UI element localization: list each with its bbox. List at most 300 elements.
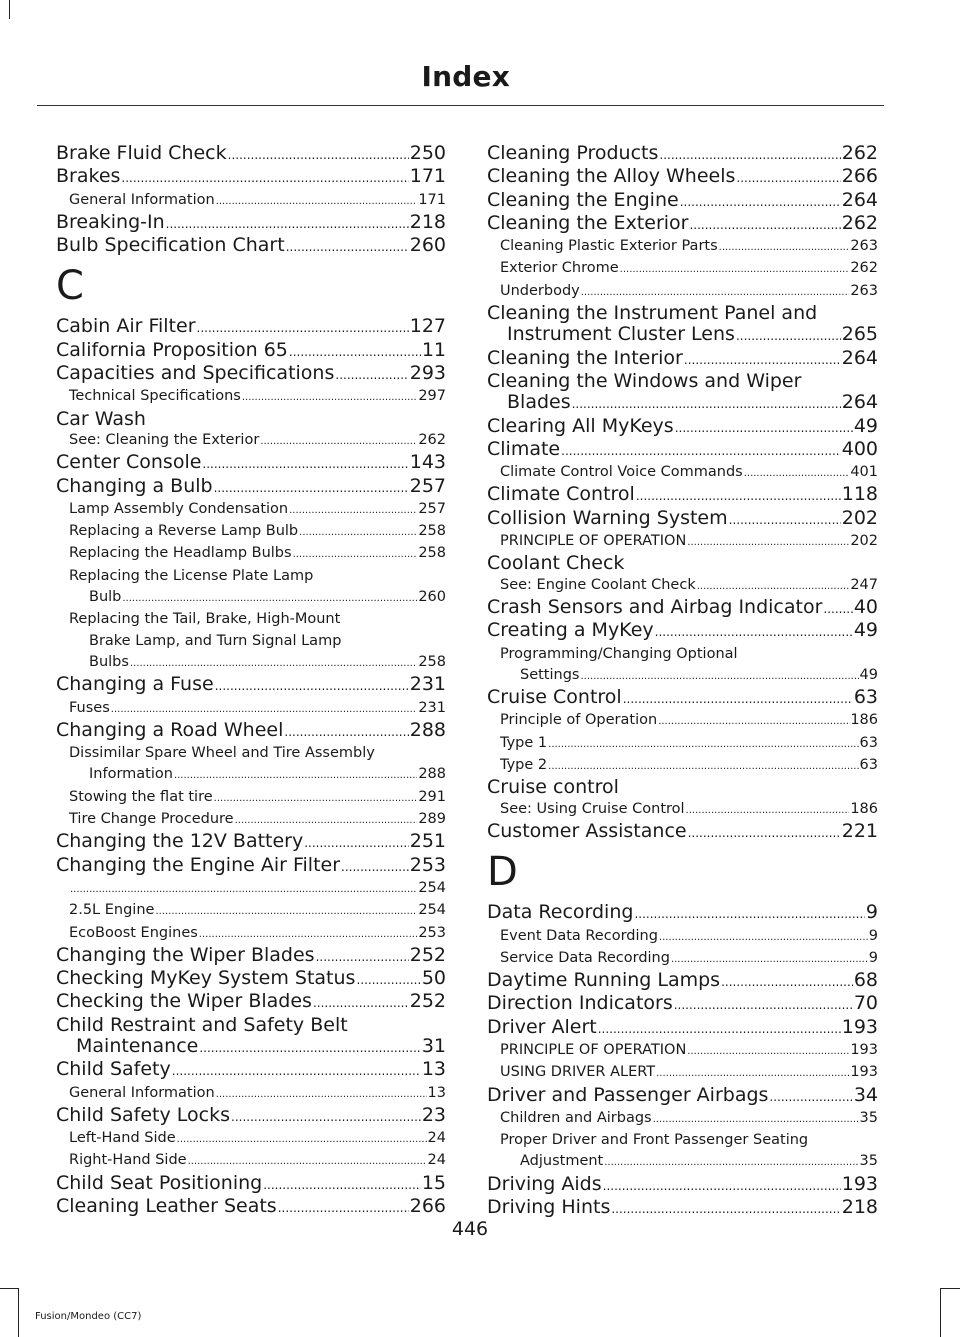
index-column-left bbox=[56, 143, 446, 1219]
index-entry bbox=[56, 212, 446, 235]
index-entry-page: 202 bbox=[850, 533, 878, 550]
index-entry bbox=[487, 281, 878, 303]
index-entry-page: 68 bbox=[853, 969, 878, 992]
dot-leader bbox=[736, 326, 841, 347]
index-entry-text: Changing a Fuse bbox=[56, 673, 214, 696]
index-entry bbox=[487, 1174, 878, 1197]
index-entry bbox=[56, 452, 446, 475]
index-entry-page: 231 bbox=[409, 673, 446, 696]
index-entry bbox=[487, 1017, 878, 1040]
index-entry-text: Driving Aids bbox=[487, 1172, 602, 1195]
dot-leader bbox=[70, 879, 417, 900]
index-entry-text: California Proposition 65 bbox=[56, 338, 288, 361]
index-entry bbox=[56, 543, 446, 565]
index-entry-page: 401 bbox=[850, 464, 878, 481]
index-entry bbox=[56, 166, 446, 189]
index-entry-text: Checking the Wiper Blades bbox=[56, 990, 312, 1013]
dot-leader bbox=[242, 387, 417, 408]
index-entry bbox=[56, 698, 446, 720]
index-entry bbox=[56, 1105, 446, 1128]
index-entry-last-line bbox=[500, 665, 878, 687]
index-entry bbox=[56, 235, 446, 258]
index-entry bbox=[487, 462, 878, 484]
dot-leader bbox=[688, 823, 841, 844]
dot-leader bbox=[548, 734, 858, 755]
index-entry bbox=[487, 213, 878, 236]
dot-leader bbox=[687, 532, 849, 553]
dot-leader bbox=[199, 1038, 420, 1059]
index-entry-page: 11 bbox=[421, 338, 446, 361]
index-entry-text: Brakes bbox=[56, 165, 121, 188]
index-entry-text: General Information bbox=[69, 191, 215, 208]
index-entry-text: EcoBoost Engines bbox=[69, 924, 198, 941]
dot-leader bbox=[260, 431, 417, 452]
index-entry-text: USING DRIVER ALERT bbox=[500, 1064, 656, 1081]
index-entry bbox=[56, 1083, 446, 1105]
index-entry-text: Underbody bbox=[500, 282, 580, 299]
index-entry-page: 264 bbox=[841, 391, 878, 414]
index-entry bbox=[487, 902, 878, 925]
index-entry-page: 262 bbox=[850, 260, 878, 277]
dot-leader bbox=[675, 418, 853, 439]
index-entry-text: Replacing the Tail, Brake, High-Mount bbox=[69, 611, 341, 628]
page-title: Index bbox=[421, 60, 510, 93]
index-entry-text: Child Restraint and Safety Belt bbox=[56, 1013, 348, 1036]
index-entry-text: Climate Control bbox=[487, 483, 635, 506]
dot-leader bbox=[744, 463, 850, 484]
dot-leader bbox=[604, 1152, 858, 1173]
index-entry-page: 250 bbox=[409, 142, 446, 164]
index-entry-text: General Information bbox=[69, 1084, 215, 1101]
index-entry bbox=[487, 755, 878, 777]
index-entry-text: Climate Control Voice Commands bbox=[500, 464, 743, 481]
index-entry bbox=[487, 687, 878, 710]
index-entry-text: Replacing the License Plate Lamp bbox=[69, 567, 314, 584]
index-entry bbox=[56, 831, 446, 854]
index-entry-page: 63 bbox=[853, 686, 878, 709]
index-entry-text: Changing the 12V Battery bbox=[56, 830, 304, 853]
dot-leader bbox=[697, 576, 850, 597]
index-entry-text: Dissimilar Spare Wheel and Tire Assembly bbox=[69, 745, 375, 762]
index-entry-page: 186 bbox=[850, 712, 878, 729]
index-entry-text: Lamp Assembly Condensation bbox=[69, 500, 289, 517]
index-entry-text: Driver and Passenger Airbags bbox=[487, 1083, 769, 1106]
index-entry bbox=[487, 143, 878, 166]
index-entry bbox=[487, 597, 878, 620]
index-entry-page: 13 bbox=[421, 1058, 446, 1081]
index-entry-text: Changing the Wiper Blades bbox=[56, 943, 315, 966]
index-entry-page: 257 bbox=[418, 500, 446, 517]
index-entry-text: Bulb Specification Chart bbox=[56, 234, 285, 257]
index-entry-page: 171 bbox=[418, 191, 446, 208]
index-entry bbox=[487, 416, 878, 439]
index-entry-text: Cleaning the Alloy Wheels bbox=[487, 165, 736, 188]
index-heading: Coolant Check bbox=[487, 552, 625, 575]
index-entry-page: 118 bbox=[841, 483, 878, 506]
index-entry bbox=[487, 1130, 878, 1174]
index-heading: Car Wash bbox=[56, 407, 146, 430]
index-entry-text: Cleaning the Engine bbox=[487, 188, 679, 211]
index-entry-last-line bbox=[487, 392, 878, 415]
index-entry bbox=[56, 521, 446, 543]
index-entry-page: 258 bbox=[418, 545, 446, 562]
index-entry bbox=[487, 644, 878, 688]
index-entry-page: 35 bbox=[859, 1153, 878, 1170]
index-entry bbox=[56, 720, 446, 743]
index-entry-text: Changing a Road Wheel bbox=[56, 718, 284, 741]
index-entry bbox=[487, 166, 878, 189]
index-entry-page: 291 bbox=[418, 788, 446, 805]
index-entry-text: Technical Specifications bbox=[69, 388, 241, 405]
index-entry-text: Changing the Engine Air Filter bbox=[56, 853, 341, 876]
index-entry-page: 143 bbox=[409, 451, 446, 474]
index-entry bbox=[56, 566, 446, 610]
dot-leader bbox=[561, 441, 841, 462]
index-entry-page: 70 bbox=[853, 992, 878, 1015]
index-entry-page: 265 bbox=[841, 323, 878, 346]
index-entry-page: 252 bbox=[409, 990, 446, 1013]
page-number: 446 bbox=[451, 1218, 489, 1240]
index-entry-last-line bbox=[69, 764, 446, 786]
index-entry bbox=[56, 430, 446, 452]
dot-leader bbox=[313, 993, 409, 1014]
index-entry-text: Service Data Recording bbox=[500, 949, 670, 966]
index-entry-page: 288 bbox=[409, 718, 446, 741]
dot-leader bbox=[729, 510, 841, 531]
dot-leader bbox=[603, 1176, 841, 1197]
dot-leader bbox=[215, 676, 409, 697]
dot-leader bbox=[284, 722, 408, 743]
index-entry-page: 49 bbox=[853, 414, 878, 437]
index-entry-last-line bbox=[487, 324, 878, 347]
index-entry-page: 202 bbox=[841, 506, 878, 529]
dot-leader bbox=[228, 145, 409, 166]
index-entry-page: 263 bbox=[850, 282, 878, 299]
index-section-letter: D bbox=[487, 849, 518, 896]
index-entry bbox=[487, 508, 878, 531]
index-entry-text: PRINCIPLE OF OPERATION bbox=[500, 1041, 687, 1058]
index-entry-page: 50 bbox=[421, 967, 446, 990]
index-entry-page: 252 bbox=[409, 943, 446, 966]
dot-leader bbox=[674, 995, 853, 1016]
dot-leader bbox=[823, 599, 852, 620]
index-entry bbox=[56, 363, 446, 386]
index-entry bbox=[487, 575, 878, 597]
index-entry-page: 264 bbox=[841, 346, 878, 369]
dot-leader bbox=[341, 857, 409, 878]
index-entry bbox=[487, 1085, 878, 1108]
index-entry-page: 247 bbox=[850, 576, 878, 593]
index-entry-text-cont: Bulbs bbox=[89, 653, 129, 670]
index-entry-text: See: Engine Coolant Check bbox=[500, 576, 696, 593]
dot-leader bbox=[202, 454, 408, 475]
index-entry-page: 262 bbox=[841, 142, 878, 164]
dot-leader bbox=[199, 924, 418, 945]
index-entry-text: Data Recording bbox=[487, 901, 634, 924]
index-entry-text: Replacing the Headlamp Bulbs bbox=[69, 545, 292, 562]
index-entry-text: Stowing the flat tire bbox=[69, 788, 213, 805]
crop-mark-bottom-right bbox=[940, 1288, 960, 1337]
index-entry bbox=[487, 821, 878, 844]
dot-leader bbox=[581, 282, 850, 303]
index-entry-text-cont: Information bbox=[89, 766, 173, 783]
index-entry-page: 15 bbox=[421, 1171, 446, 1194]
index-entry-last-line bbox=[69, 652, 446, 674]
index-entry-page: 127 bbox=[409, 315, 446, 338]
index-entry bbox=[56, 674, 446, 697]
index-entry bbox=[56, 878, 446, 900]
index-entry-page: 193 bbox=[841, 1015, 878, 1038]
index-entry bbox=[487, 799, 878, 821]
dot-leader bbox=[659, 145, 840, 166]
index-entry-page: 258 bbox=[418, 523, 446, 540]
index-entry-text: Crash Sensors and Airbag Indicator bbox=[487, 595, 823, 618]
dot-leader bbox=[655, 622, 853, 643]
dot-leader bbox=[231, 1107, 421, 1128]
index-entry bbox=[487, 733, 878, 755]
index-entry-text: Breaking-In bbox=[56, 210, 165, 233]
index-entry-text: Cleaning Products bbox=[487, 142, 659, 164]
index-entry-page: 31 bbox=[421, 1034, 446, 1057]
index-section-letter: C bbox=[56, 263, 84, 310]
index-entry-page: 193 bbox=[841, 1172, 878, 1195]
index-entry-page: 34 bbox=[853, 1083, 878, 1106]
index-entry-text: Children and Airbags bbox=[500, 1109, 652, 1126]
index-entry bbox=[487, 531, 878, 553]
index-entry-page: 23 bbox=[421, 1103, 446, 1126]
index-entry-page: 63 bbox=[859, 734, 878, 751]
index-entry-text: Cleaning the Exterior bbox=[487, 211, 689, 234]
index-entry bbox=[487, 948, 878, 970]
index-entry-page: 231 bbox=[418, 699, 446, 716]
index-entry-text: Cleaning the Interior bbox=[487, 346, 683, 369]
index-entry-text-cont: Brake Lamp, and Turn Signal Lamp bbox=[89, 632, 342, 649]
index-entry-text: Child Safety bbox=[56, 1058, 171, 1081]
dot-leader bbox=[636, 486, 841, 507]
index-entry-page: 260 bbox=[409, 234, 446, 257]
index-entry bbox=[56, 609, 446, 674]
dot-leader bbox=[216, 191, 418, 212]
index-entry-text: Programming/Changing Optional bbox=[500, 645, 738, 662]
index-entry-text: Collision Warning System bbox=[487, 506, 728, 529]
index-entry-text-cont: Bulb bbox=[89, 589, 122, 606]
index-entry-text: Type 1 bbox=[500, 734, 548, 751]
index-entry bbox=[56, 386, 446, 408]
index-entry-text: Principle of Operation bbox=[500, 712, 658, 729]
index-entry bbox=[487, 439, 878, 462]
dot-leader bbox=[721, 972, 853, 993]
index-entry-text: Cleaning the Instrument Panel and bbox=[487, 302, 818, 325]
index-entry-text: Changing a Bulb bbox=[56, 474, 213, 497]
index-entry bbox=[56, 743, 446, 787]
index-entry-text: Fuses bbox=[69, 699, 110, 716]
index-entry-page: 9 bbox=[865, 901, 878, 924]
index-entry bbox=[56, 1150, 446, 1172]
dot-leader bbox=[687, 1041, 849, 1062]
index-entry-page: 258 bbox=[418, 653, 446, 670]
index-entry-page: 293 bbox=[409, 362, 446, 385]
index-entry-text: Child Safety Locks bbox=[56, 1103, 231, 1126]
index-entry-page: 193 bbox=[850, 1041, 878, 1058]
index-entry-page: 193 bbox=[850, 1064, 878, 1081]
index-entry-text: See: Cleaning the Exterior bbox=[69, 431, 260, 448]
index-entry bbox=[56, 1128, 446, 1150]
index-entry-page: 218 bbox=[841, 1196, 878, 1219]
index-entry-text-cont: Instrument Cluster Lens bbox=[507, 323, 735, 346]
index-entry bbox=[487, 258, 878, 280]
dot-leader bbox=[656, 1063, 849, 1084]
dot-leader bbox=[719, 237, 850, 258]
index-entry bbox=[487, 710, 878, 732]
dot-leader bbox=[620, 259, 850, 280]
index-entry-page: 288 bbox=[418, 766, 446, 783]
index-entry bbox=[487, 993, 878, 1016]
dot-leader bbox=[235, 810, 418, 831]
dot-leader bbox=[689, 215, 840, 236]
index-entry bbox=[487, 236, 878, 258]
index-entry bbox=[487, 1062, 878, 1084]
index-entry-text: Customer Assistance bbox=[487, 819, 687, 842]
index-entry-page: 254 bbox=[418, 879, 446, 896]
dot-leader bbox=[623, 689, 853, 710]
dot-leader bbox=[316, 947, 409, 968]
index-entry-text: Daytime Running Lamps bbox=[487, 969, 721, 992]
dot-leader bbox=[335, 365, 408, 386]
dot-leader bbox=[736, 168, 840, 189]
index-entry-page: 400 bbox=[841, 437, 878, 460]
index-entry-page: 264 bbox=[841, 188, 878, 211]
dot-leader bbox=[122, 588, 417, 609]
dot-leader bbox=[769, 1087, 852, 1108]
index-entry-text: Cabin Air Filter bbox=[56, 315, 196, 338]
index-entry-text: Cleaning Plastic Exterior Parts bbox=[500, 238, 718, 255]
dot-leader bbox=[686, 800, 850, 821]
dot-leader bbox=[680, 192, 841, 213]
dot-leader bbox=[155, 901, 417, 922]
crop-mark-top-left bbox=[9, 0, 10, 19]
index-entry-page: 63 bbox=[859, 757, 878, 774]
index-entry-text: Creating a MyKey bbox=[487, 619, 654, 642]
dot-leader bbox=[356, 970, 420, 991]
index-entry-text: Event Data Recording bbox=[500, 927, 658, 944]
index-entry bbox=[487, 190, 878, 213]
index-entry-text: Checking MyKey System Status bbox=[56, 967, 356, 990]
dot-leader bbox=[289, 500, 417, 521]
dot-leader bbox=[214, 478, 409, 499]
crop-mark-bottom-left bbox=[0, 1288, 19, 1337]
index-entry bbox=[56, 1059, 446, 1082]
dot-leader bbox=[598, 1019, 841, 1040]
index-entry bbox=[487, 371, 878, 416]
index-entry-text: Direction Indicators bbox=[487, 992, 673, 1015]
index-entry-text: Exterior Chrome bbox=[500, 260, 619, 277]
index-entry bbox=[487, 926, 878, 948]
dot-leader bbox=[548, 756, 858, 777]
index-entry-text: Left-Hand Side bbox=[69, 1130, 176, 1147]
index-entry-page: 251 bbox=[409, 830, 446, 853]
index-entry-text-cont: Maintenance bbox=[76, 1034, 199, 1057]
index-entry bbox=[56, 190, 446, 212]
index-entry-text: Tire Change Procedure bbox=[69, 811, 234, 828]
index-entry-text: Climate bbox=[487, 437, 561, 460]
index-entry bbox=[56, 499, 446, 521]
index-entry-page: 266 bbox=[409, 1195, 446, 1218]
index-entry bbox=[56, 991, 446, 1014]
index-entry-page: 24 bbox=[427, 1130, 446, 1147]
dot-leader bbox=[671, 949, 868, 970]
dot-leader bbox=[286, 237, 409, 258]
index-entry-page: 186 bbox=[850, 800, 878, 817]
index-entry bbox=[56, 809, 446, 831]
index-entry-page: 297 bbox=[418, 388, 446, 405]
dot-leader bbox=[580, 666, 858, 687]
index-entry bbox=[487, 1197, 878, 1220]
dot-leader bbox=[304, 833, 409, 854]
dot-leader bbox=[278, 1198, 409, 1219]
index-entry bbox=[56, 476, 446, 499]
dot-leader bbox=[172, 1061, 421, 1082]
index-entry-page: 171 bbox=[409, 165, 446, 188]
dot-leader bbox=[166, 214, 409, 235]
dot-leader bbox=[658, 711, 849, 732]
dot-leader bbox=[572, 394, 841, 415]
dot-leader bbox=[188, 1151, 427, 1172]
index-entry-page: 221 bbox=[841, 819, 878, 842]
dot-leader bbox=[634, 904, 864, 925]
footer-model: Fusion/Mondeo (CC7) bbox=[35, 1311, 142, 1322]
index-entry-text: Proper Driver and Front Passenger Seating bbox=[500, 1132, 809, 1149]
dot-leader bbox=[177, 1129, 427, 1150]
index-entry-text: Child Seat Positioning bbox=[56, 1171, 263, 1194]
index-column-right bbox=[487, 143, 878, 1220]
index-entry bbox=[56, 923, 446, 945]
index-entry-text: Type 2 bbox=[500, 757, 548, 774]
index-entry-page: 253 bbox=[418, 924, 446, 941]
index-entry-text: Clearing All MyKeys bbox=[487, 414, 674, 437]
index-entry-page: 257 bbox=[409, 474, 446, 497]
index-entry-text: Cleaning the Windows and Wiper bbox=[487, 369, 802, 392]
index-entry-page: 49 bbox=[859, 666, 878, 683]
index-entry-text: PRINCIPLE OF OPERATION bbox=[500, 533, 687, 550]
index-entry bbox=[487, 484, 878, 507]
index-entry bbox=[487, 970, 878, 993]
index-entry-text: Driver Alert bbox=[487, 1015, 597, 1038]
index-entry bbox=[56, 945, 446, 968]
index-entry bbox=[56, 1196, 446, 1219]
index-entry-text: Right-Hand Side bbox=[69, 1152, 187, 1169]
index-entry bbox=[56, 787, 446, 809]
index-entry-page: 260 bbox=[418, 589, 446, 606]
index-entry bbox=[487, 348, 878, 371]
index-entry-page: 266 bbox=[841, 165, 878, 188]
dot-leader bbox=[214, 788, 418, 809]
dot-leader bbox=[293, 544, 418, 565]
index-entry-text: Cruise Control bbox=[487, 686, 622, 709]
index-entry-page: 254 bbox=[418, 902, 446, 919]
index-entry-text-cont: Adjustment bbox=[520, 1153, 604, 1170]
index-heading: Cruise control bbox=[487, 776, 619, 799]
index-entry-page: 49 bbox=[853, 619, 878, 642]
index-entry-text-cont: Blades bbox=[507, 391, 571, 414]
index-entry bbox=[56, 340, 446, 363]
index-entry bbox=[56, 900, 446, 922]
dot-leader bbox=[263, 1175, 421, 1196]
index-entry-page: 263 bbox=[850, 238, 878, 255]
index-entry-text: 2.5L Engine bbox=[69, 902, 155, 919]
index-entry bbox=[56, 1015, 446, 1060]
index-entry bbox=[56, 316, 446, 339]
index-entry-page: 24 bbox=[427, 1152, 446, 1169]
